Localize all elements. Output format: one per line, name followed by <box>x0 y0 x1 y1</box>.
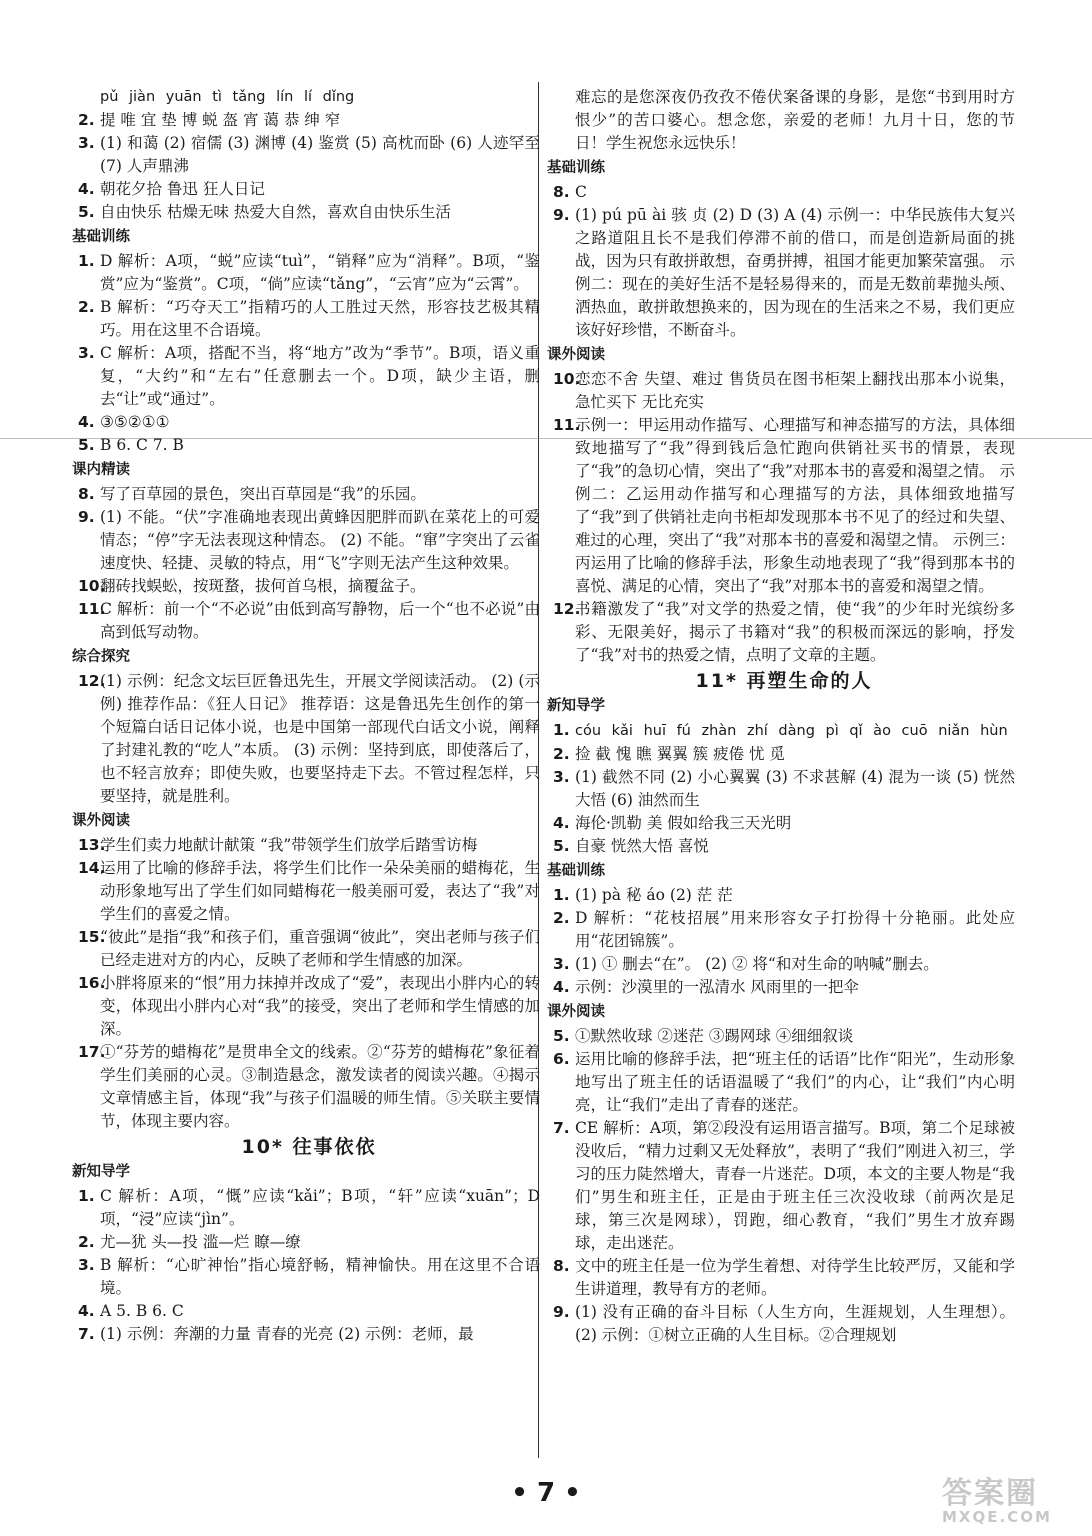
answer-item <box>78 575 540 598</box>
item-text: 学生们卖力地献计献策 “我”带领学生们放学后踏雪访梅 <box>100 836 478 854</box>
item-text: 翻砖找蜈蚣，按斑蝥，拔何首乌根，摘覆盆子。 <box>100 577 426 595</box>
item-number: 8. <box>78 485 95 503</box>
answer-item <box>78 296 540 342</box>
answer-item <box>78 178 540 201</box>
answer-item <box>78 250 540 296</box>
answer-item <box>78 483 540 506</box>
answer-item <box>78 506 540 575</box>
item-number: 3. <box>78 1256 95 1274</box>
item-number: 9. <box>78 508 95 526</box>
item-text: 捡 截 愧 瞧 翼翼 簇 疲倦 忧 觅 <box>575 745 785 763</box>
answer-item <box>78 411 540 434</box>
item-number: 7. <box>78 1325 95 1343</box>
item-text: 示例：沙漠里的一泓清水 风雨里的一把伞 <box>575 978 859 996</box>
answer-item <box>78 1231 540 1254</box>
answer-item <box>553 204 1015 342</box>
item-number: 8. <box>553 183 570 201</box>
item-text: B 6. C 7. B <box>100 436 184 454</box>
item-number: 17. <box>78 1043 106 1061</box>
item-number: 4. <box>78 1302 95 1320</box>
answer-item <box>78 342 540 411</box>
lesson-title: 10* 往事依依 <box>241 1136 377 1158</box>
item-number: 11. <box>78 600 106 618</box>
item-text: 运用了比喻的修辞手法，将学生们比作一朵朵美丽的蜡梅花，生动形象地写出了学生们如同蜡梅花一般美丽可爱，表达了“我”对学生们的喜爱之情。 <box>100 859 540 923</box>
item-number: 12. <box>553 600 581 618</box>
answer-item <box>553 414 1015 598</box>
item-text: C <box>575 183 587 201</box>
item-text: D 解析：A项，“蜕”应读“tuì”，“销释”应为“消释”。B项，“鉴赏”应为“鉴赏”。C项，“倘”应读“tǎng”，“云宵”应为“云霄”。 <box>100 252 540 293</box>
item-text: (1) 示例：奔潮的力量 青春的光亮 (2) 示例：老师，最 <box>100 1325 474 1343</box>
answer-item <box>78 1323 540 1346</box>
answer-item <box>553 812 1015 835</box>
item-number: 3. <box>78 134 95 152</box>
item-number: 10. <box>78 577 106 595</box>
item-text: 自由快乐 枯燥无味 热爱大自然，喜欢自由快乐生活 <box>100 203 451 221</box>
watermark-text: 答案圈 <box>942 1476 1038 1511</box>
item-text: C 解析：前一个“不必说”由低到高写静物，后一个“也不必说”由高到低写动物。 <box>100 600 540 641</box>
section-heading: 课内精读 <box>72 462 130 478</box>
answer-item <box>553 907 1015 953</box>
item-number: 7. <box>553 1119 570 1137</box>
answer-item <box>78 109 540 132</box>
answer-item <box>78 834 540 857</box>
answer-item <box>553 1048 1015 1117</box>
section-heading: 新知导学 <box>72 1164 130 1180</box>
answer-item <box>78 972 540 1041</box>
item-text: ③⑤②①① <box>100 413 170 431</box>
answer-item <box>78 434 540 457</box>
item-text: 书籍激发了“我”对文学的热爱之情，使“我”的少年时光缤纷多彩、无限美好，揭示了书籍对“我”的积极而深远的影响，抒发了“我”对书的热爱之情，点明了文章的主题。 <box>575 600 1015 664</box>
item-number: 2. <box>78 111 95 129</box>
item-text: (1) 和蔼 (2) 宿儒 (3) 渊博 (4) 鉴赏 (5) 高枕而卧 (6) 人迹罕至 (7) 人声鼎沸 <box>100 134 540 175</box>
answer-item <box>78 670 540 808</box>
item-number: 11. <box>553 416 581 434</box>
answer-item <box>553 884 1015 907</box>
pinyin-line: pǔ jiàn yuān tì tǎng lín lí dǐng <box>100 89 355 105</box>
answer-item <box>553 1301 1015 1347</box>
answer-item <box>78 201 540 224</box>
answer-item <box>78 926 540 972</box>
answer-item <box>78 1185 540 1231</box>
item-text: A 5. B 6. C <box>100 1302 184 1320</box>
section-heading: 基础训练 <box>72 229 130 245</box>
section-heading: 课外阅读 <box>72 813 130 829</box>
section-heading: 课外阅读 <box>547 347 605 363</box>
section-heading: 基础训练 <box>547 863 605 879</box>
answer-item <box>78 1254 540 1300</box>
item-number: 1. <box>553 721 570 739</box>
item-number: 4. <box>553 978 570 996</box>
item-number: 15. <box>78 928 106 946</box>
item-text: D 解析：“花枝招展”用来形容女子打扮得十分艳丽。此处应用“花团锦簇”。 <box>575 909 1015 950</box>
answer-item <box>553 976 1015 999</box>
item-number: 4. <box>78 180 95 198</box>
item-number: 9. <box>553 1303 570 1321</box>
section-heading: 基础训练 <box>547 160 605 176</box>
item-text: 示例一：甲运用动作描写、心理描写和神态描写的方法，具体细致地描写了“我”得到钱后急忙跑向供销社买书的情景，表现了“我”的急切心情，突出了“我”对那本书的喜爱和渴望之情。 示例二：乙运用动作描写和心理描写的方法，具体细致地描写了“我”到了供销社走向书柜却发现那本书不见了的经过和失望、难过的心理，突出了“我”对那本书的喜爱和渴望之情。 示例三：丙运用了比喻的修辞手法，形象生动地表现了“我”得到那本书的喜悦、满足的心情，突出了“我”对那本书的喜爱和渴望之情。 <box>575 416 1015 595</box>
answer-item <box>553 835 1015 858</box>
section-heading: 综合探究 <box>72 649 130 665</box>
answer-item <box>553 719 1015 743</box>
item-text: 自豪 恍然大悟 喜悦 <box>575 837 709 855</box>
item-text: C 解析：A项，“慨”应读“kǎi”；B项，“轩”应读“xuān”；D项，“浸”应读“jìn”。 <box>100 1187 540 1228</box>
item-number: 3. <box>553 955 570 973</box>
item-number: 13. <box>78 836 106 854</box>
item-text: B 解析：“心旷神怡”指心境舒畅，精神愉快。用在这里不合语境。 <box>100 1256 540 1297</box>
answer-item <box>78 598 540 644</box>
answer-item <box>78 857 540 926</box>
item-number: 10. <box>553 370 581 388</box>
item-text: (1) 示例：纪念文坛巨匠鲁迅先生，开展文学阅读活动。 (2) (示例) 推荐作品：《狂人日记》 推荐语：这是鲁迅先生创作的第一个短篇白话日记体小说，也是中国第一部现代白话文小说，阐释了封建礼教的“吃人”本质。 (3) 示例：坚持到底，即使落后了，也不轻言放弃；即使失败，也要坚持走下去。不管过程怎样，只要坚持，就是胜利。 <box>100 672 540 805</box>
answer-item <box>553 743 1015 766</box>
item-number: 2. <box>78 1233 95 1251</box>
item-number: 6. <box>553 1050 570 1068</box>
item-text: 海伦·凯勒 美 假如给我三天光明 <box>575 814 792 832</box>
answer-item <box>553 598 1015 667</box>
item-text: C 解析：A项，搭配不当，将“地方”改为“季节”。B项，语义重复，“大约”和“左右”任意删去一个。D项，缺少主语，删去“让”或“通过”。 <box>100 344 540 408</box>
item-text: ①“芬芳的蜡梅花”是贯串全文的线索。②“芬芳的蜡梅花”象征着学生们美丽的心灵。③制造悬念，激发读者的阅读兴趣。④揭示文章情感主旨，体现“我”与孩子们温暖的师生情。⑤关联主要情节，体现主要内容。 <box>100 1043 540 1130</box>
watermark-url: MXQE.COM <box>942 1508 1052 1526</box>
item-number: 5. <box>78 436 95 454</box>
item-text: cóu kǎi huī fú zhàn zhí dàng pì qǐ ào cuō niǎn hùn <box>575 723 1008 739</box>
item-text: 尤—犹 头—投 滥—烂 瞭—缭 <box>100 1233 301 1251</box>
watermark-logo <box>942 1468 1082 1528</box>
answer-item <box>78 1300 540 1323</box>
answer-item <box>553 1025 1015 1048</box>
section-heading: 新知导学 <box>547 698 605 714</box>
answer-item <box>553 181 1015 204</box>
item-text: 文中的班主任是一位为学生着想、对待学生比较严厉，又能和学生讲道理，教导有方的老师。 <box>575 1257 1015 1298</box>
item-number: 2. <box>78 298 95 316</box>
item-text: (1) pà 秘 áo (2) 茫 茫 <box>575 886 733 904</box>
item-number: 5. <box>553 837 570 855</box>
item-text: (1) ① 删去“在”。 (2) ② 将“和对生命的呐喊”删去。 <box>575 955 939 973</box>
item-text: (1) 不能。“伏”字准确地表现出黄蜂因肥胖而趴在菜花上的可爱情态；“停”字无法表现这种情态。 (2) 不能。“窜”字突出了云雀速度快、轻捷、灵敏的特点，用“飞”字则无法产生这种效果。 <box>100 508 540 572</box>
answer-item <box>553 1117 1015 1255</box>
item-number: 1. <box>78 252 95 270</box>
item-text: 朝花夕拾 鲁迅 狂人日记 <box>100 180 265 198</box>
item-number: 16. <box>78 974 106 992</box>
lesson-title: 11* 再塑生命的人 <box>695 670 873 692</box>
item-number: 12. <box>78 672 106 690</box>
item-number: 4. <box>78 413 95 431</box>
item-text: B 解析：“巧夺天工”指精巧的人工胜过天然，形容技艺极其精巧。用在这里不合语境。 <box>100 298 540 339</box>
item-text: CE 解析：A项，第②段没有运用语言描写。B项，第二个足球被没收后，“精力过剩又无处释放”，表明了“我们”刚进入初三，学习的压力陡然增大，青春一片迷茫。D项，本文的主要人物是“我们”男生和班主任，正是由于班主任三次没收球（前两次是足球，第三次是网球），罚跑，细心教育，“我们”男生才放弃踢球，走出迷茫。 <box>575 1119 1015 1252</box>
item-text: (1) 没有正确的奋斗目标（人生方向，生涯规划，人生理想）。 (2) 示例：①树立正确的人生目标。②合理规划 <box>575 1303 1015 1344</box>
answer-text: 难忘的是您深夜仍孜孜不倦伏案备课的身影，是您“书到用时方恨少”的苦口婆心。想念您，亲爱的老师！九月十日，您的节日！学生祝您永远快乐！ <box>575 88 1015 152</box>
item-text: 恋恋不舍 失望、难过 售货员在图书柜架上翻找出那本小说集，急忙买下 无比充实 <box>575 370 1015 411</box>
item-number: 1. <box>553 886 570 904</box>
item-text: 提 唯 宜 垫 博 蜕 盔 宵 蔼 恭 绅 窄 <box>100 111 341 129</box>
item-number: 2. <box>553 909 570 927</box>
answer-item <box>78 1041 540 1133</box>
item-text: ①默然收球 ②迷茫 ③踢网球 ④细细叙谈 <box>575 1027 854 1045</box>
answer-item <box>553 766 1015 812</box>
item-number: 5. <box>553 1027 570 1045</box>
item-text: (1) pú pū ài 骇 贞 (2) D (3) A (4) 示例一：中华民族伟大复兴之路道阻且长不是我们停滞不前的借口，而是创造新局面的挑战，因为只有敢拼敢想，奋勇拼搏，祖国才能更加繁荣富强。 示例二：现在的美好生活不是轻易得来的，而是无数前辈抛头颅、洒热血，敢拼敢想换来的，因为现在的生活来之不易，我们更应该好好珍惜，不断奋斗。 <box>575 206 1015 339</box>
item-number: 1. <box>78 1187 95 1205</box>
item-number: 5. <box>78 203 95 221</box>
answer-item <box>553 1255 1015 1301</box>
item-number: 14. <box>78 859 106 877</box>
answer-item <box>553 953 1015 976</box>
left-column <box>72 86 540 1346</box>
answer-item <box>553 368 1015 414</box>
item-number: 4. <box>553 814 570 832</box>
item-number: 9. <box>553 206 570 224</box>
item-text: 运用比喻的修辞手法，把“班主任的话语”比作“阳光”，生动形象地写出了班主任的话语温暖了“我们”的内心，让“我们”内心明亮，让“我们”走出了青春的迷茫。 <box>575 1050 1015 1114</box>
item-text: 小胖将原来的“恨”用力抹掉并改成了“爱”，表现出小胖内心的转变，体现出小胖内心对“我”的接受，突出了老师和学生情感的加深。 <box>100 974 540 1038</box>
answer-item <box>78 132 540 178</box>
item-number: 3. <box>78 344 95 362</box>
item-text: “彼此”是指“我”和孩子们，重音强调“彼此”，突出老师与孩子们已经走进对方的内心，反映了老师和学生情感的加深。 <box>100 928 540 969</box>
section-heading: 课外阅读 <box>547 1004 605 1020</box>
item-number: 2. <box>553 745 570 763</box>
item-number: 8. <box>553 1257 570 1275</box>
page-number: • 7 • <box>511 1478 581 1508</box>
item-text: 写了百草园的景色，突出百草园是“我”的乐园。 <box>100 485 426 503</box>
item-text: (1) 截然不同 (2) 小心翼翼 (3) 不求甚解 (4) 混为一谈 (5) 恍然大悟 (6) 油然而生 <box>575 768 1015 809</box>
item-number: 3. <box>553 768 570 786</box>
right-column <box>547 86 1015 1347</box>
